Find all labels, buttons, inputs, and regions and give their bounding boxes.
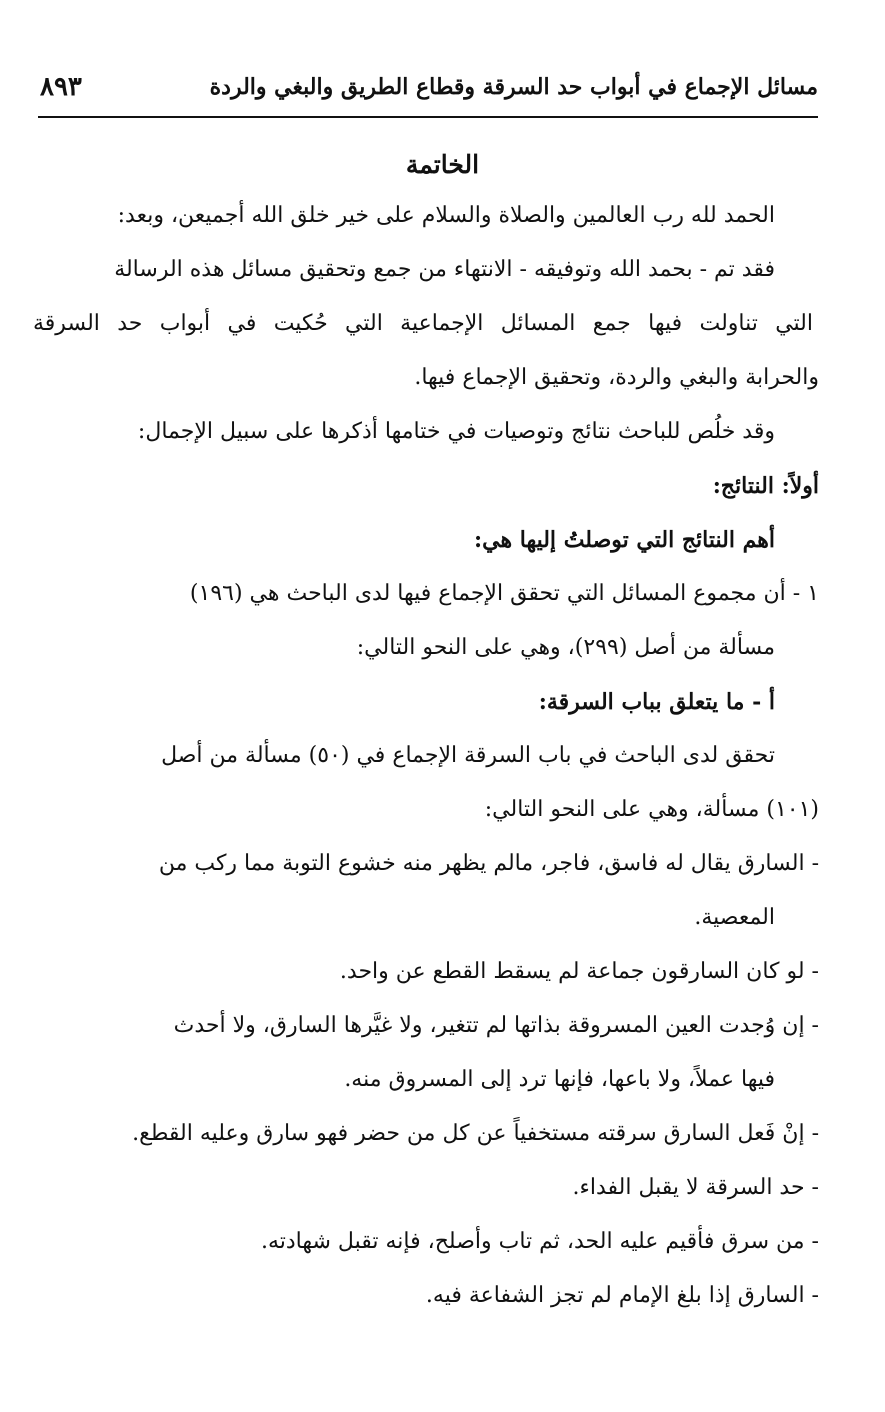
paragraph-line: (١٠١) مسألة، وهي على النحو التالي:: [484, 797, 819, 822]
list-item-continuation: المعصية.: [694, 905, 775, 930]
paragraph-line: التي تناولت فيها جمع المسائل الإجماعية التي حُكيت في أبواب حد السرقة: [33, 311, 813, 336]
paragraph-line: الحمد لله رب العالمين والصلاة والسلام على خير خلق الله أجميعن، وبعد:: [117, 203, 775, 228]
list-item: - إن وُجدت العين المسروقة بذاتها لم تتغير، ولا غيَّرها السارق، ولا أحدث: [173, 1013, 819, 1038]
section-heading: أولاً: النتائج:: [712, 473, 819, 499]
page-number: ٨٩٣: [40, 72, 82, 102]
subsection-heading: أ - ما يتعلق بباب السرقة:: [538, 689, 775, 715]
list-item: - حد السرقة لا يقبل الفداء.: [572, 1175, 819, 1200]
list-item: - السارق إذا بلغ الإمام لم تجز الشفاعة فيه.: [425, 1283, 819, 1308]
numbered-item-line: ١ - أن مجموع المسائل التي تحقق الإجماع فيها لدى الباحث هي (١٩٦): [189, 581, 819, 606]
list-item-continuation: فيها عملاً، ولا باعها، فإنها ترد إلى المسروق منه.: [344, 1067, 775, 1092]
page-header: [38, 62, 818, 112]
running-title: مسائل الإجماع في أبواب حد السرقة وقطاع الطريق والبغي والردة: [209, 74, 818, 100]
list-item: - لو كان السارقون جماعة لم يسقط القطع عن واحد.: [339, 959, 819, 984]
paragraph-line: والحرابة والبغي والردة، وتحقيق الإجماع فيها.: [414, 365, 819, 390]
paragraph-line: تحقق لدى الباحث في باب السرقة الإجماع في (٥٠) مسألة من أصل: [161, 743, 775, 768]
chapter-title: الخاتمة: [405, 150, 480, 179]
header-divider: [38, 116, 818, 118]
subheading: أهم النتائج التي توصلتُ إليها هي:: [474, 527, 775, 553]
paragraph-line: فقد تم - بحمد الله وتوفيقه - الانتهاء من جمع وتحقيق مسائل هذه الرسالة: [114, 257, 775, 282]
paragraph-line: وقد خلُص للباحث نتائج وتوصيات في ختامها أذكرها على سبيل الإجمال:: [137, 419, 775, 444]
list-item: - من سرق فأقيم عليه الحد، ثم تاب وأصلح، فإنه تقبل شهادته.: [260, 1229, 819, 1254]
numbered-item-line: مسألة من أصل (٢٩٩)، وهي على النحو التالي:: [356, 635, 775, 660]
list-item: - السارق يقال له فاسق، فاجر، مالم يظهر منه خشوع التوبة مما ركب من: [158, 851, 819, 876]
list-item: - إنْ فَعل السارق سرقته مستخفياً عن كل من حضر فهو سارق وعليه القطع.: [132, 1121, 819, 1146]
